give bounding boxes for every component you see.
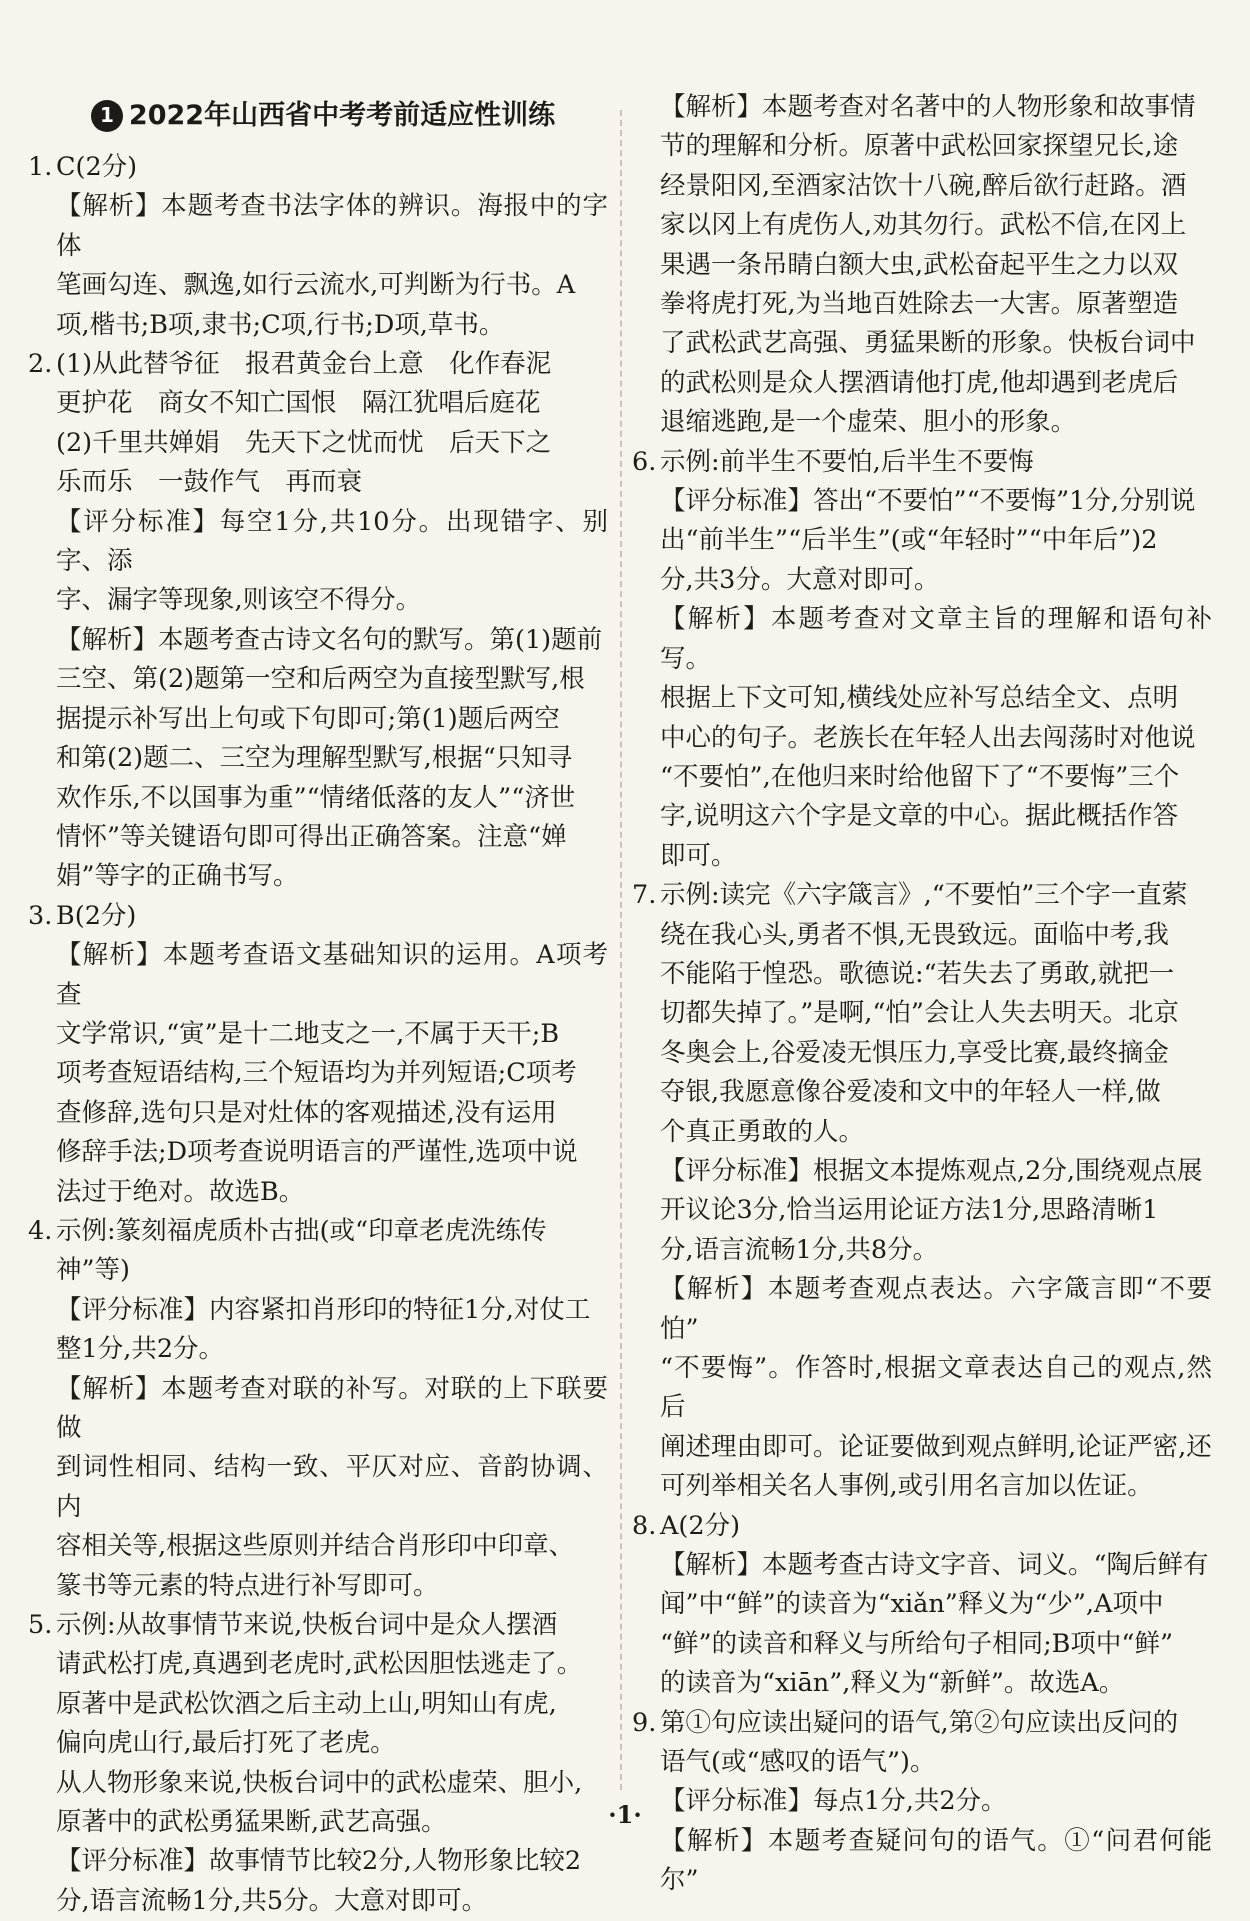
answer-line: 开议论3分,恰当运用论证方法1分,思路清晰1 [660,1195,1159,1226]
answer-line: 娟”等字的正确书写。 [56,861,299,892]
answer-line: 据提示补写出上句或下句即可;第(1)题后两空 [56,703,560,734]
answer-item [28,345,608,897]
answer-line: 欢作乐,不以国事为重”“情绪低落的友人”“济世 [56,782,576,813]
answer-line: 可列举相关名人事例,或引用名言加以佐证。 [660,1471,1153,1502]
answer-line: 情怀”等关键语句即可得出正确答案。注意“婵 [56,821,567,852]
answer-item [632,88,1212,443]
answer-line: 【解析】本题考查对联的补写。对联的上下联要做 [56,1373,608,1443]
answer-line: 根据上下文可知,横线处应补写总结全文、点明 [660,683,1179,714]
question-number: 9. [632,1707,657,1738]
answer-line: B(2分) [56,900,137,931]
right-answers [632,88,1212,1901]
answer-line: 【评分标准】故事情节比较2分,人物形象比较2 [56,1846,582,1877]
section-number-badge: 1 [91,100,123,132]
answer-line: 【解析】本题考查对名著中的人物形象和故事情 [660,92,1196,122]
answer-line: 经景阳冈,至酒家沽饮十八碗,醉后欲行赶路。酒 [660,170,1187,201]
question-number: 1. [28,152,53,182]
answer-line: 示例:前半生不要怕,后半生不要悔 [660,446,1034,477]
answer-line: 的读音为“xiān”,释义为“新鲜”。故选A。 [660,1668,1125,1699]
answer-line: 【解析】本题考查古诗文字音、词义。“陶后鲜有 [660,1550,1209,1581]
answer-line: 即可。 [660,840,737,871]
answer-line: 项,楷书;B项,隶书;C项,行书;D项,草书。 [56,309,505,340]
answer-line: “不要悔”。作答时,根据文章表达自己的观点,然后 [660,1353,1212,1423]
answer-line: 示例:从故事情节来说,快板台词中是众人摆酒 [56,1610,558,1641]
section-title-text: 2022年山西省中考考前适应性训练 [128,100,556,132]
answer-item [632,1507,1212,1704]
column-divider [620,110,622,1790]
answer-line: 不能陷于惶恐。歌德说:“若失去了勇敢,就把一 [660,958,1175,989]
answer-line: 【评分标准】根据文本提炼观点,2分,围绕观点展 [660,1155,1203,1186]
answer-line: 退缩逃跑,是一个虚荣、胆小的形象。 [660,407,1077,438]
answer-line: 闻”中“鲜”的读音为“xiǎn”释义为“少”,A项中 [660,1589,1164,1620]
answer-line: 【评分标准】内容紧扣肖形印的特征1分,对仗工 [56,1294,591,1325]
answer-line: 文学常识,“寅”是十二地支之一,不属于天干;B [56,1018,560,1049]
answer-line: 更护花 商女不知亡国恨 隔江犹唱后庭花 [56,388,541,419]
answer-line: 项考查短语结构,三个短语均为并列短语;C项考 [56,1058,577,1089]
answer-line: 法过于绝对。故选B。 [56,1176,305,1207]
answer-line: 【评分标准】答出“不要怕”“不要悔”1分,分别说 [660,486,1196,517]
answer-item [28,1212,608,1606]
answer-line: 容相关等,根据这些原则并结合肖形印中印章、 [56,1531,575,1562]
question-number: 3. [28,900,53,931]
answer-line: 和第(2)题二、三空为理解型默写,根据“只知寻 [56,743,573,774]
left-column [28,88,608,1921]
page-number: ·1· [608,1800,642,1829]
answer-line: 到词性相同、结构一致、平仄对应、音韵协调、内 [56,1452,608,1522]
answer-item [632,443,1212,876]
question-number: 5. [28,1610,53,1641]
answer-line: 了武松武艺高强、勇猛果断的形象。快板台词中 [660,328,1196,359]
answer-line: 神”等) [56,1255,130,1286]
answer-line: 【解析】本题考查语文基础知识的运用。A项考查 [56,940,608,1010]
answer-line: 冬奥会上,谷爱凌无惧压力,享受比赛,最终摘金 [660,1037,1169,1068]
answer-line: 偏向虎山行,最后打死了老虎。 [56,1728,396,1759]
answer-line: 中心的句子。老族长在年轻人出去闯荡时对他说 [660,722,1196,753]
answer-line: 第①句应读出疑问的语气,第②句应读出反问的 [660,1707,1179,1738]
answer-line: 个真正勇敢的人。 [660,1116,865,1147]
answer-line: (2)千里共婵娟 先天下之忧而忧 后天下之 [56,427,552,458]
answer-line: “不要怕”,在他归来时给他留下了“不要悔”三个 [660,761,1180,792]
question-number: 7. [632,880,657,911]
answer-line: 篆书等元素的特点进行补写即可。 [56,1570,439,1601]
answer-line: 修辞手法;D项考查说明语言的严谨性,选项中说 [56,1137,578,1168]
answer-line: 示例:读完《六字箴言》,“不要怕”三个字一直萦 [660,880,1188,911]
answer-line: 请武松打虎,真遇到老虎时,武松因胆怯逃走了。 [56,1649,583,1680]
answer-line: 家以冈上有虎伤人,劝其勿行。武松不信,在冈上 [660,210,1187,241]
answer-line: 字、漏字等现象,则该空不得分。 [56,585,422,616]
answer-line: 原著中的武松勇猛果断,武艺高强。 [56,1807,447,1838]
left-answers [28,148,608,1921]
answer-line: 【解析】本题考查观点表达。六字箴言即“不要怕” [660,1274,1212,1344]
answer-line: “鲜”的读音和释义与所给句子相同;B项中“鲜” [660,1628,1173,1659]
answer-line: 字,说明这六个字是文章的中心。据此概括作答 [660,801,1179,832]
answer-line: 【解析】本题考查古诗文名句的默写。第(1)题前 [56,624,603,655]
answer-line: 查修辞,选句只是对灶体的客观描述,没有运用 [56,1097,557,1128]
answer-line: 从人物形象来说,快板台词中的武松虚荣、胆小, [56,1767,583,1798]
answer-line: 【解析】本题考查疑问句的语气。①“问君何能尔” [660,1825,1212,1896]
answer-line: 切都失掉了。”是啊,“怕”会让人失去明天。北京 [660,998,1179,1029]
answer-line: 节的理解和分析。原著中武松回家探望兄长,途 [660,131,1179,162]
answer-line: 【解析】本题考查书法字体的辨识。海报中的字体 [56,191,608,261]
answer-line: 原著中是武松饮酒之后主动上山,明知山有虎, [56,1688,557,1719]
answer-line: 分,共3分。大意对即可。 [660,564,940,595]
answer-item [28,148,608,345]
answer-line: A(2分) [660,1510,741,1541]
question-number: 8. [632,1510,657,1541]
answer-line: 绕在我心头,勇者不惧,无畏致远。面临中考,我 [660,919,1169,950]
answer-line: 示例:篆刻福虎质朴古拙(或“印章老虎洗练传 [56,1215,547,1246]
answer-item [632,876,1212,1507]
answer-line: 分,语言流畅1分,共5分。大意对即可。 [56,1885,488,1916]
section-title [38,88,608,144]
answer-line: 分,语言流畅1分,共8分。 [660,1234,939,1265]
answer-line: 【解析】本题考查对文章主旨的理解和语句补写。 [660,604,1212,674]
answer-line: C(2分) [56,152,138,182]
answer-line: 三空、第(2)题第一空和后两空为直接型默写,根 [56,664,585,695]
right-column [632,88,1212,1901]
question-number: 4. [28,1215,53,1246]
answer-line: 【评分标准】每空1分,共10分。出现错字、别字、添 [56,506,608,577]
answer-line: 乐而乐 一鼓作气 再而衰 [56,467,363,498]
answer-line: 夺银,我愿意像谷爱凌和文中的年轻人一样,做 [660,1077,1161,1108]
answer-line: 拳将虎打死,为当地百姓除去一大害。原著塑造 [660,289,1179,320]
question-number: 2. [28,349,53,380]
answer-line: 出“前半生”“后半生”(或“年轻时”“中年后”)2 [660,525,1158,556]
answer-line: 【评分标准】每点1分,共2分。 [660,1786,1007,1817]
answer-line: 笔画勾连、飘逸,如行云流水,可判断为行书。A [56,270,576,301]
answer-line: 语气(或“感叹的语气”)。 [660,1747,936,1778]
answer-item [28,897,608,1212]
answer-item [28,1606,608,1921]
question-number: 6. [632,446,657,477]
answer-line: 整1分,共2分。 [56,1334,225,1365]
answer-line: 阐述理由即可。论证要做到观点鲜明,论证严密,还 [660,1431,1212,1462]
answer-line: (1)从此替爷征 报君黄金台上意 化作春泥 [56,349,552,380]
answer-line: 果遇一条吊睛白额大虫,武松奋起平生之力以双 [660,249,1179,280]
answer-line: 的武松则是众人摆酒请他打虎,他却遇到老虎后 [660,367,1179,398]
